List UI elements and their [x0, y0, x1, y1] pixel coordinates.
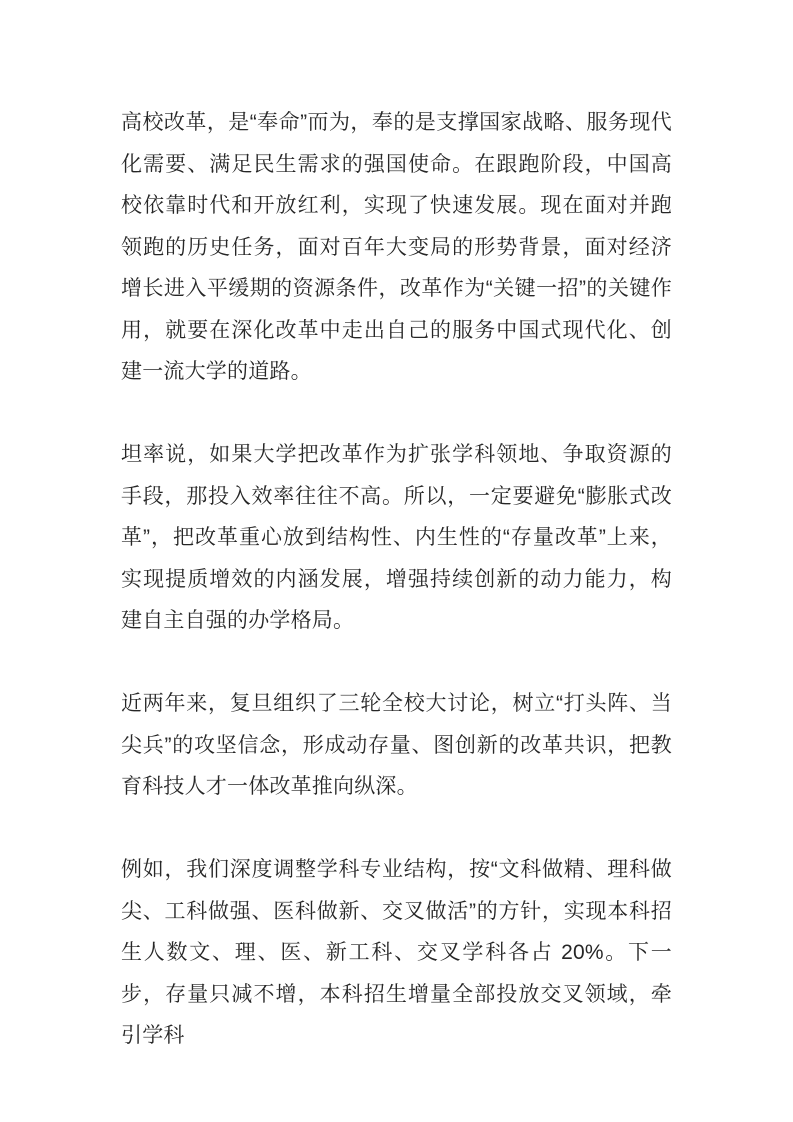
paragraph-2: 坦率说，如果大学把改革作为扩张学科领地、争取资源的手段，那投入效率往往不高。所以，一定要避免“膨胀式改革”，把改革重心放到结构性、内生性的“存量改革”上来，实现提质增效的内涵发展，增强持续创新的动力能力，构建自主自强的办学格局。: [121, 443, 672, 632]
paragraph-1: 高校改革，是“奉命”而为，奉的是支撑国家战略、服务现代化需要、满足民生需求的强国使命。在跟跑阶段，中国高校依靠时代和开放红利，实现了快速发展。现在面对并跑领跑的历史任务，面对百年大变局的形势背景，面对经济增长进入平缓期的资源条件，改革作为“关键一招”的关键作用，就要在深化改革中走出自己的服务中国式现代化、创建一流大学的道路。: [121, 111, 672, 383]
paragraph-4: 例如，我们深度调整学科专业结构，按“文科做精、理科做尖、工科做强、医科做新、交叉做活”的方针，实现本科招生人数文、理、医、新工科、交叉学科各占 20%。下一步，存量只减不增，本科招生增量全部投放交叉领域，牵引学科: [121, 858, 672, 1047]
document-body: [121, 102, 672, 1057]
paragraph-3: 近两年来，复旦组织了三轮全校大讨论，树立“打头阵、当尖兵”的攻坚信念，形成动存量、图创新的改革共识，把教育科技人才一体改革推向纵深。: [121, 692, 672, 798]
